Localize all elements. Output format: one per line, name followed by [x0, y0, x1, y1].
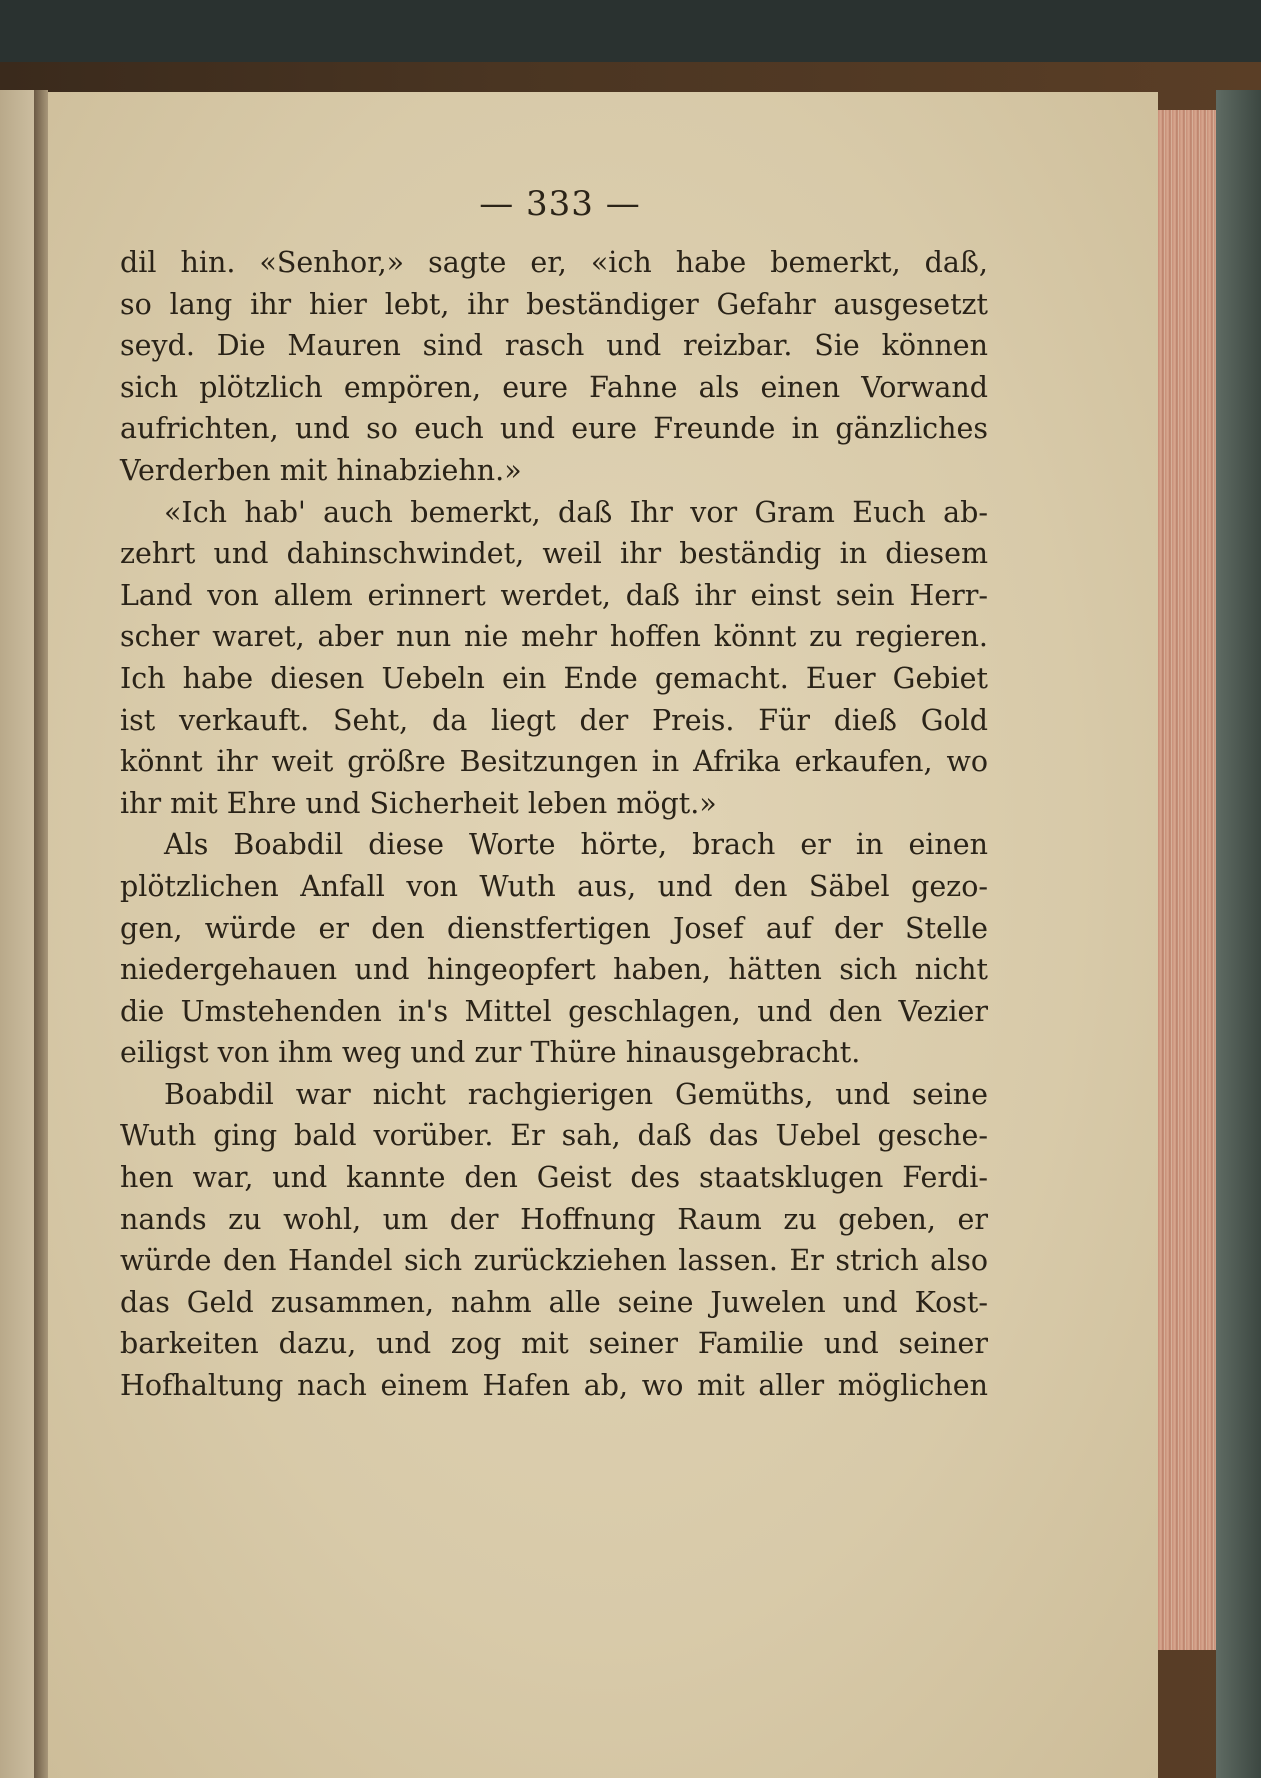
text-line: das Geld zusammen, nahm alle seine Juwelen und Kost- [120, 1285, 988, 1319]
text-line: Land von allem erinnert werdet, daß ihr einst sein Herr- [120, 578, 988, 612]
text-line: ist verkauft. Seht, da liegt der Preis. Für dieß Gold [120, 703, 988, 737]
text-line: sich plötzlich empören, eure Fahne als einen Vorwand [120, 370, 988, 404]
text-line: könnt ihr weit größre Besitzungen in Afrika erkaufen, wo [120, 745, 988, 779]
book-gutter [34, 90, 48, 1778]
left-page-edge [0, 90, 36, 1778]
text-line: Als Boabdil diese Worte hörte, brach er in einen [164, 828, 988, 862]
text-line: so lang ihr hier lebt, ihr beständiger Gefahr ausgesetzt [120, 287, 988, 321]
text-line: plötzlichen Anfall von Wuth aus, und den Säbel gezo- [120, 869, 988, 903]
text-line: Ich habe diesen Uebeln ein Ende gemacht. Euer Gebiet [120, 661, 988, 695]
text-line: würde den Handel sich zurückziehen lassen. Er strich also [120, 1244, 988, 1278]
text-line: dil hin. «Senhor,» sagte er, «ich habe bemerkt, daß, [120, 246, 988, 279]
text-line: eiligst von ihm weg und zur Thüre hinausgebracht. [120, 1036, 861, 1070]
text-line: niedergehauen und hingeopfert haben, hätten sich nicht [120, 953, 988, 987]
text-line: Verderben mit hinabziehn.» [120, 453, 522, 487]
text-line: barkeiten dazu, und zog mit seiner Familie und seiner [120, 1327, 988, 1361]
text-line: hen war, und kannte den Geist des staatsklugen Ferdi- [120, 1161, 988, 1195]
text-line: nands zu wohl, um der Hoffnung Raum zu geben, er [120, 1202, 988, 1236]
text-line: seyd. Die Mauren sind rasch und reizbar. Sie können [120, 329, 988, 363]
text-line: Boabdil war nicht rachgierigen Gemüths, und seine [164, 1077, 988, 1111]
page-number: — 333 — [479, 184, 641, 224]
text-line: «Ich hab' auch bemerkt, daß Ihr vor Gram Euch ab- [164, 495, 988, 529]
text-line: Wuth ging bald vorüber. Er sah, daß das Uebel gesche- [120, 1119, 988, 1153]
body-text [120, 242, 988, 1407]
text-line: scher waret, aber nun nie mehr hoffen könnt zu regieren. [120, 620, 988, 654]
text-line: gen, würde er den dienstfertigen Josef auf der Stelle [120, 911, 988, 945]
book-spine [1216, 90, 1261, 1778]
text-line: aufrichten, und so euch und eure Freunde in gänzliches [120, 412, 988, 446]
text-line: die Umstehenden in's Mittel geschlagen, und den Vezier [120, 994, 988, 1028]
text-line: ihr mit Ehre und Sicherheit leben mögt.» [120, 786, 717, 820]
page-edges [1158, 110, 1222, 1650]
text-line: Hofhaltung nach einem Hafen ab, wo mit aller möglichen [120, 1369, 988, 1403]
text-line: zehrt und dahinschwindet, weil ihr beständig in diesem [120, 537, 988, 571]
